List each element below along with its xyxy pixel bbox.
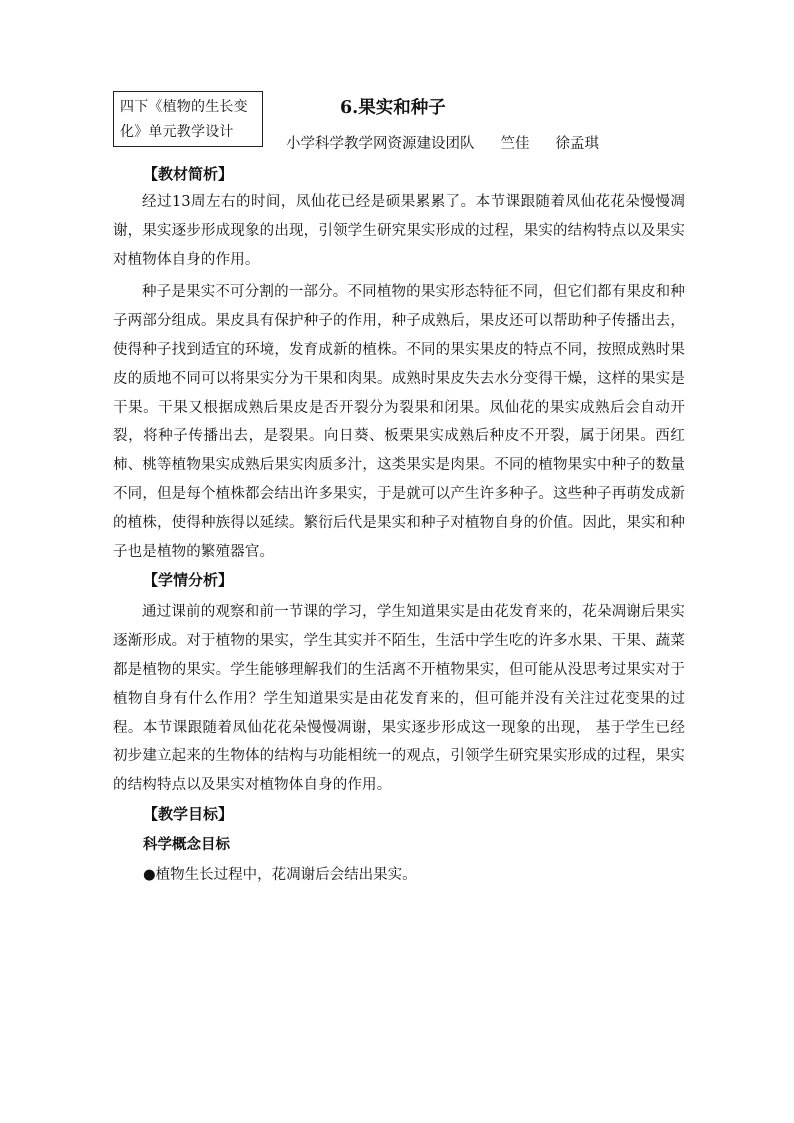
unit-label-box	[113, 91, 263, 147]
section-heading-textbook: 【教材简析】	[143, 165, 234, 183]
section-heading-goals: 【教学目标】	[143, 804, 234, 823]
author-name-1: 竺佳	[500, 136, 530, 152]
author-team: 小学科学教学网资源建设团队	[286, 136, 475, 152]
goals-subheading-concept: 科学概念目标	[143, 835, 230, 853]
unit-label-line-2: 化》单元教学设计	[120, 124, 234, 140]
author-line	[286, 133, 599, 155]
goals-bullet-item: ●植物生长过程中，花凋谢后会结出果实。	[143, 866, 417, 883]
section-heading-students: 【学情分析】	[143, 571, 234, 590]
author-name-2: 徐孟琪	[555, 136, 599, 152]
lesson-title: 6.果实和种子	[340, 98, 446, 118]
unit-label-line-1: 四下《植物的生长变	[120, 99, 248, 115]
textbook-paragraph-1: 经过13周左右的时间，凤仙花已经是硕果累累了。本节课跟随着凤仙花花朵慢慢凋谢，果实逐步形成现象的出现，引领学生研究果实形成的过程，果实的结构特点以及果实对植物体自身的作用。	[113, 194, 685, 268]
students-paragraph-1: 通过课前的观察和前一节课的学习，学生知道果实是由花发育来的，花朵凋谢后果实逐渐形成。对于植物的果实，学生其实并不陌生，生活中学生吃的许多水果、干果、蔬菜都是植物的果实。学生能够理解我们的生活离不开植物果实，但可能从没思考过果实对于植物自身有什么作用？学生知道果实是由花发育来的，但可能并没有关注过花变果的过程。本节课跟随着凤仙花花朵慢慢凋谢，果实逐步形成这一现象的出现， 基于学生已经初步建立起来的生物体的结构与功能相统一的观点，引领学生研究果实形成的过程，果实的结构特点以及果实对植物体自身的作用。	[113, 604, 685, 794]
document-body	[113, 160, 685, 889]
textbook-paragraph-2: 种子是果实不可分割的一部分。不同植物的果实形态特征不同，但它们都有果皮和种子两部分组成。果皮具有保护种子的作用，种子成熟后，果皮还可以帮助种子传播出去，使得种子找到适宜的环境，发育成新的植株。不同的果实果皮的特点不同，按照成熟时果皮的质地不同可以将果实分为干果和肉果。成熟时果皮失去水分变得干燥，这样的果实是干果。干果又根据成熟后果皮是否开裂分为裂果和闭果。凤仙花的果实成熟后会自动开裂，将种子传播出去，是裂果。向日葵、板栗果实成熟后种皮不开裂，属于闭果。西红柿、桃等植物果实成熟后果实肉质多汁，这类果实是肉果。不同的植物果实中种子的数量不同，但是每个植株都会结出许多果实，于是就可以产生许多种子。这些种子再萌发成新的植株，使得种族得以延续。繁衍后代是果实和种子对植物自身的价值。因此，果实和种子也是植物的繁殖器官。	[113, 284, 685, 560]
